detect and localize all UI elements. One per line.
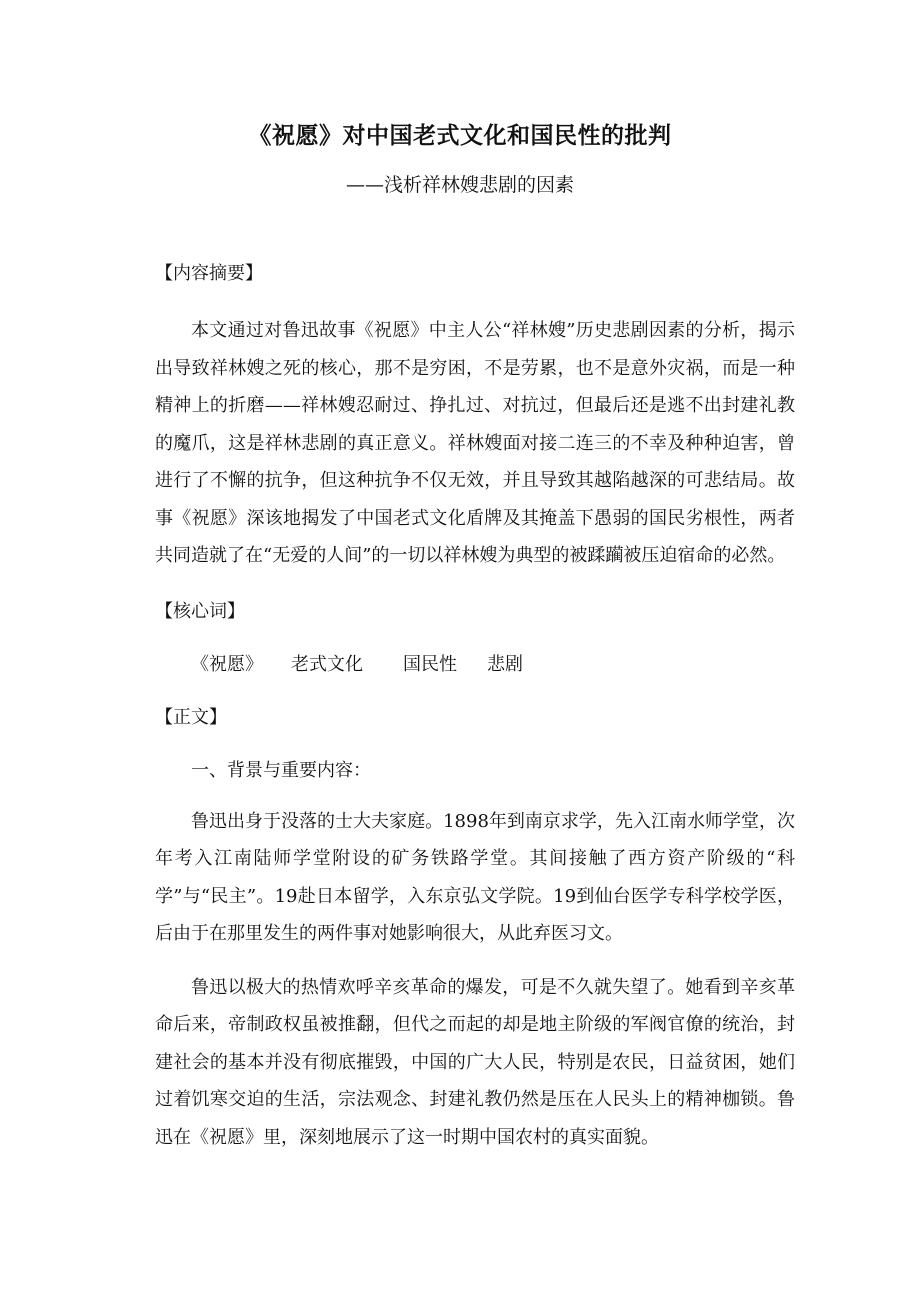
body-paragraph: 鲁迅以极大的热情欢呼辛亥革命的爆发，可是不久就失望了。她看到辛亥革命后来，帝制政权虽被推翻，但代之而起的却是地主阶级的军阀官僚的统治，封建社会的基本并没有彻底摧毁，中国的广大人民，特别是农民，日益贫困，她们过着饥寒交迫的生活，宗法观念、封建礼教仍然是压在人民头上的精神枷锁。鲁迅在《祝愿》里，深刻地展示了这一时期中国农村的真实面貌。 — [155, 976, 795, 1148]
abstract-heading: 【内容摘要】 — [155, 263, 263, 284]
document-body — [155, 258, 795, 1156]
abstract-paragraph: 本文通过对鲁迅故事《祝愿》中主人公“祥林嫂”历史悲剧因素的分析，揭示出导致祥林嫂之死的核心，那不是穷困，不是劳累，也不是意外灾祸，而是一种精神上的折磨——祥林嫂忍耐过、挣扎过、对抗过，但最后还是逃不出封建礼教的魔爪，这是祥林悲剧的真正意义。祥林嫂面对接二连三的不幸及种种迫害，曾进行了不懈的抗争，但这种抗争不仅无效，并且导致其越陷越深的可悲结局。故事《祝愿》深该地揭发了中国老式文化盾牌及其掩盖下愚弱的国民劣根性，两者共同造就了在“无爱的人间”的一切以祥林嫂为典型的被蹂躏被压迫宿命的必然。 — [155, 320, 795, 566]
keyword-item: 《祝愿》 — [191, 653, 263, 675]
keyword-item: 悲剧 — [487, 653, 523, 675]
document-title: 《祝愿》对中国老式文化和国民性的批判 — [248, 123, 672, 149]
keywords-heading: 【核心词】 — [155, 600, 245, 622]
section-heading: 一、背景与重要内容： — [191, 759, 371, 781]
keyword-item: 国民性 — [403, 653, 457, 675]
body-paragraph: 鲁迅出身于没落的士大夫家庭。1898年到南京求学，先入江南水师学堂，次年考入江南陆师学堂附设的矿务铁路学堂。其间接触了西方资产阶级的“科学”与“民主”。19赴日本留学，入东京弘文学院。19到仙台医学专科学校学医，后由于在那里发生的两件事对她影响很大，从此弃医习文。 — [155, 810, 795, 944]
keyword-item: 老式文化 — [291, 653, 363, 675]
body-heading: 【正文】 — [155, 706, 227, 728]
document-subtitle: ——浅析祥林嫂悲剧的因素 — [345, 174, 574, 196]
keywords-row — [155, 649, 795, 681]
